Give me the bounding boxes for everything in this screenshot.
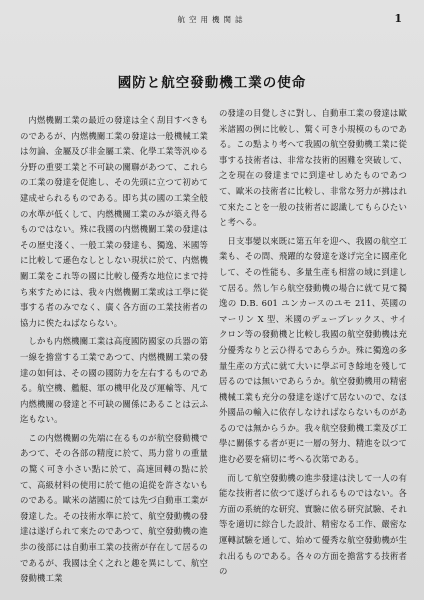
paragraph: 日支事變以來既に第五年を迎へ、我國の航空工業も、その間、飛躍的な發達を遂げ完全に國產化して、その性能も、多量生產も相當の域に到達して居る。然し乍ら航空發動機の場合に就て見て獨逸の D.B. 601 ユンカースのユモ 211、英國のマーリン X 型、米國のデューブレックス、サイクロン等の發動機と比較し我國の航空發動機は充分優秀なりと云ひ得るであらうか。殊に獨逸の多量生產の方式に就て大いに學ぶ可き餘地を殘して居るのでは無いであらうか。航空發動機用の精密機械工業も充分の發達を遂げて居ないので、なほ外國品の輸入に依存しなければならないものがあるのでは無からうか。我々航空發動機工業及び工學に關係する者が更に一層の努力、精進を以つて進む必要を痛切に考へる次第である。 [219,235,407,465]
paragraph: この内燃機關の先端に在るものが航空發動機であつて、その各部の精度に於て、馬力當りの重量の驚く可き小さい點に於て、高速回轉の點に於て、高級材料の使用に於て他の追從を許さないものである。歐米の諸國に於ては先づ自動車工業が發達した。その技術水準に於て、航空發動機の發達は遂げられて來たのであつて、航空發動機の進歩の後部には自動車工業の技術が存在して居るのであるが、我國は全く之れと趣を異にして、航空發動機工業 [20,432,208,584]
right-column [219,106,407,580]
paragraph: しかも内燃機關工業は高度國防國家の兵器の第一線を擔當する工業であつて、内燃機關工業の發達の如何は、その國の國防力を左右するものである。航空機、艦艇、軍の機甲化及び運輸等、凡て内燃機關の發達と不可缺の關係にあることは云ふ迄もない。 [20,336,208,425]
paragraph: 内燃機關工業の最近の發達は全く刮目すべきものであるが、内燃機關工業の發達は一般機械工業は勿論、金屬及び非金屬工業、化學工業等汎ゆる分野の重要工業と不可缺の關聯があつて、これらの工業の發達を促進し、その先頭に立つて初めて建成せられるものである。即ち其の國の工業全般の水準が低くして、内燃機關工業のみが築え得るものではない。殊に我國の内燃機關工業の發達はその歴史淺く、一般工業の發達も、獨逸、米國等に比較して遜色なしとしない現状に於て、内燃機關工業をこれ等の國に比較し優秀な地位にまで持ち來すためには、我々内燃機關工業或は工學に從事する者のみでなく、廣く各方面の工業技術者の協力に俟たねばならない。 [20,115,208,328]
paragraph: の發達の目覺しさに對し、自動車工業の發達は歐米諸國の例に比較し、驚く可き小規模のものである。この點より考へて我國の航空發動機工業に從事する技術者は、非常な技術的困難を突破して、之を現在の發達までに到達せしめたものであつて、歐米の技術者に比較し、非常な努力が拂はれて來たことを一般の技術者に認識してもらひたいと考へる。 [219,108,407,228]
left-column [20,113,208,587]
paragraph: 而して航空發動機の進歩發達は決して一人の有能な技術者に依つて遂げられるものではない。各方面の系統的な研究、實驗に依る研究試驗、それ等を適切に綜合した設計、精密なる工作、嚴密な運轉試驗を通して、始めて優秀な航空發動機が生れ出るものである。各々の方面を擔當する技術者の [219,472,407,577]
article-title: 國防と航空發動機工業の使命 [117,75,307,92]
running-head: 航空用機関誌 [177,15,247,24]
page-number: 1 [394,12,402,25]
